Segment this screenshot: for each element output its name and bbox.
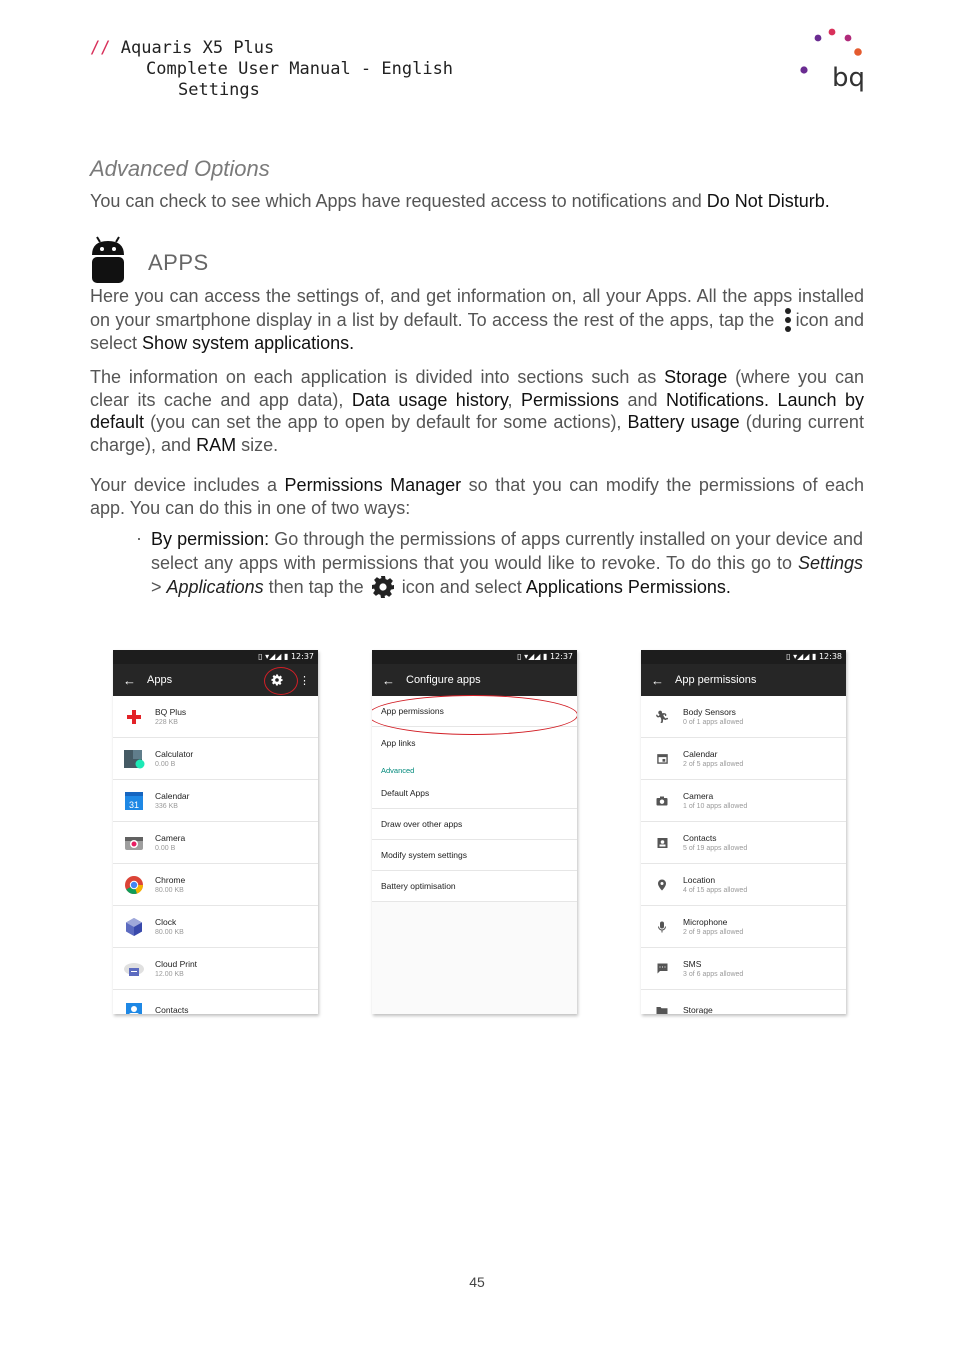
doc-header-line3: Settings xyxy=(178,80,260,100)
screen-title: Configure apps xyxy=(406,674,481,686)
item-app-links[interactable]: App links xyxy=(372,727,577,758)
app-bar xyxy=(372,664,577,696)
storage-icon xyxy=(649,1000,675,1015)
permission-row-contacts[interactable]: Contacts 5 of 19 apps allowed xyxy=(641,822,846,864)
gear-icon xyxy=(371,575,395,599)
permission-row-microphone[interactable]: Microphone 2 of 9 apps allowed xyxy=(641,906,846,948)
advanced-text: You can check to see which Apps have requested access to notifications and Do Not Disturb. xyxy=(90,191,830,211)
item-modify-system-settings[interactable]: Modify system settings xyxy=(372,840,577,871)
clock-icon xyxy=(121,916,147,938)
permission-row-body-sensors[interactable]: 🏃︎ Body Sensors 0 of 1 apps allowed xyxy=(641,696,846,738)
apps-paragraph-3: Your device includes a Permissions Manager so that you can modify the permissions of each app. You can do this in one of two ways: xyxy=(90,475,864,518)
app-bar xyxy=(641,664,846,696)
body-sensors-icon: 🏃︎ xyxy=(654,709,670,724)
permission-row-storage[interactable]: Storage xyxy=(641,990,846,1014)
permission-row-sms[interactable]: SMS 3 of 6 apps allowed xyxy=(641,948,846,990)
camera-icon xyxy=(649,790,675,812)
app-row-clock[interactable]: Clock 80.00 KB xyxy=(113,906,318,948)
apps-paragraph-1: Here you can access the settings of, and get information on, all your Apps. All the apps installed on your smartphone display in a list by default. To access the rest of the apps, tap the icon and select Show system applications. xyxy=(90,286,864,353)
bullet-by-permission: By permission: Go through the permissions of apps currently installed on your device and select any apps with permissions that you would like to revoke. To do this go to Settings > Applications then tap the icon and select Applications Permissions. xyxy=(151,529,863,597)
back-arrow-icon[interactable]: ← xyxy=(651,672,664,688)
app-row-calendar[interactable]: 31 Calendar 336 KB xyxy=(113,780,318,822)
section-title-advanced: Advanced Options xyxy=(90,156,270,181)
back-arrow-icon[interactable]: ← xyxy=(382,672,395,688)
screen-title: Apps xyxy=(147,674,173,686)
item-app-permissions[interactable]: App permissions xyxy=(372,696,577,727)
calendar-icon xyxy=(649,748,675,770)
app-row-contacts[interactable]: Contacts xyxy=(113,990,318,1014)
bullet-dot: · xyxy=(136,528,142,548)
overflow-menu-icon[interactable]: ⋮ xyxy=(299,674,310,687)
screenshot-apps xyxy=(113,650,318,1014)
doc-header-line2: Complete User Manual - English xyxy=(146,59,454,79)
highlight-circle xyxy=(264,667,298,695)
permission-row-location[interactable]: Location 4 of 15 apps allowed xyxy=(641,864,846,906)
status-bar: ▯ ▾◢◢ ▮ 12:37 xyxy=(113,650,318,664)
calculator-icon xyxy=(121,748,147,770)
bq-logo xyxy=(796,26,866,96)
camera-icon xyxy=(121,832,147,854)
item-battery-optimisation[interactable]: Battery optimisation xyxy=(372,871,577,902)
microphone-icon xyxy=(649,916,675,938)
back-arrow-icon[interactable]: ← xyxy=(123,672,136,688)
screenshot-app-permissions xyxy=(641,650,846,1014)
item-draw-over-other-apps[interactable]: Draw over other apps xyxy=(372,809,577,840)
location-icon xyxy=(649,874,675,896)
status-bar: ▯ ▾◢◢ ▮ 12:37 xyxy=(372,650,577,664)
screen-title: App permissions xyxy=(675,674,757,686)
permission-row-calendar[interactable]: Calendar 2 of 5 apps allowed xyxy=(641,738,846,780)
chrome-icon xyxy=(121,874,147,896)
app-row-chrome[interactable]: Chrome 80.00 KB xyxy=(113,864,318,906)
app-row-cloud-print[interactable]: Cloud Print 12.00 KB xyxy=(113,948,318,990)
calendar-icon: 31 xyxy=(121,790,147,812)
section-title-apps: APPS xyxy=(148,250,209,275)
contacts-icon xyxy=(649,832,675,854)
app-row-bq-plus[interactable]: BQ Plus 228 KB xyxy=(113,696,318,738)
highlight-ellipse xyxy=(372,695,577,735)
app-row-calculator[interactable]: Calculator 0.00 B xyxy=(113,738,318,780)
item-default-apps[interactable]: Default Apps xyxy=(372,778,577,809)
status-bar: ▯ ▾◢◢ ▮ 12:38 xyxy=(641,650,846,664)
permission-row-camera[interactable]: Camera 1 of 10 apps allowed xyxy=(641,780,846,822)
apps-paragraph-2: The information on each application is divided into sections such as Storage (where you can clear its cache and app data), Data usage history, Permissions and Notifications. Launch by default (you can set the app to open by default for some actions), Battery usage (during current charge), and RAM size. xyxy=(90,367,864,455)
svg-text:bq: bq xyxy=(832,63,866,93)
red-cross-icon xyxy=(121,706,147,728)
section-header-advanced: Advanced xyxy=(372,758,577,778)
more-options-icon xyxy=(784,308,792,332)
sms-icon xyxy=(649,958,675,980)
page-number: 45 xyxy=(469,1274,485,1290)
doc-header-line1: // Aquaris X5 Plus xyxy=(90,38,275,58)
android-icon xyxy=(90,235,126,285)
contacts-icon xyxy=(121,1000,147,1015)
app-row-camera[interactable]: Camera 0.00 B xyxy=(113,822,318,864)
screenshot-configure-apps xyxy=(372,650,577,1014)
cloud-print-icon xyxy=(121,958,147,980)
